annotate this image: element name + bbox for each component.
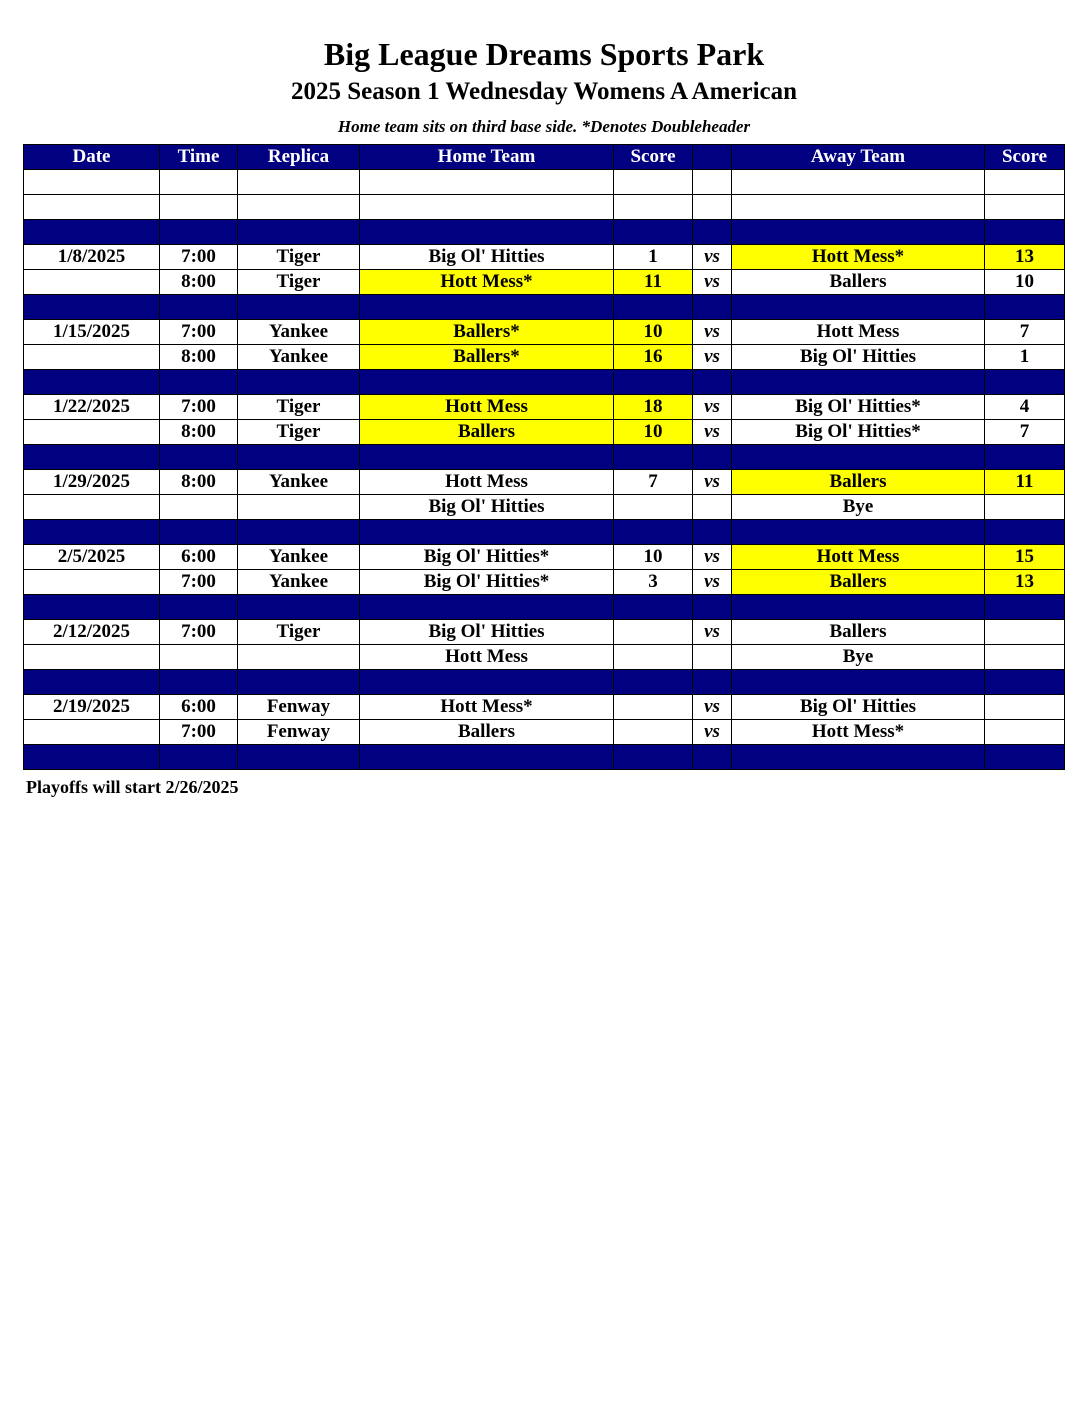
vs-cell [693,195,732,220]
date-cell [24,595,160,620]
away-score-cell [985,595,1065,620]
away-score-cell [985,445,1065,470]
away-score-cell [985,295,1065,320]
home-team-cell: Hott Mess* [360,270,614,295]
home-team-cell: Big Ol' Hitties [360,495,614,520]
vs-cell: vs [693,545,732,570]
replica-cell: Yankee [238,570,360,595]
replica-cell [238,195,360,220]
home-team-cell: Hott Mess [360,395,614,420]
page-title: Big League Dreams Sports Park [323,36,765,72]
away-team-cell: Hott Mess* [732,245,985,270]
home-score-cell [614,745,693,770]
separator-row [24,745,1065,770]
away-team-cell [732,170,985,195]
home-team-cell [360,745,614,770]
away-team-cell: Bye [732,495,985,520]
date-cell [24,170,160,195]
replica-cell: Yankee [238,545,360,570]
home-score-cell [614,195,693,220]
home-team-cell: Big Ol' Hitties [360,245,614,270]
home-score-cell [614,645,693,670]
home-score-cell: 11 [614,270,693,295]
replica-cell [238,595,360,620]
blank-row [24,195,1065,220]
vs-cell [693,645,732,670]
time-cell: 8:00 [160,470,238,495]
home-team-cell: Big Ol' Hitties [360,620,614,645]
home-score-cell: 3 [614,570,693,595]
away-team-cell [732,520,985,545]
away-score-cell: 1 [985,345,1065,370]
home-score-cell: 16 [614,345,693,370]
vs-cell: vs [693,245,732,270]
date-cell [24,345,160,370]
date-cell [24,745,160,770]
col-home-score-header: Score [614,145,693,170]
vs-cell [693,295,732,320]
replica-cell [238,445,360,470]
schedule-body [24,170,1065,770]
vs-cell: vs [693,470,732,495]
vs-cell [693,745,732,770]
replica-cell [238,520,360,545]
header-row [24,145,1065,170]
away-score-cell: 11 [985,470,1065,495]
away-score-cell [985,645,1065,670]
time-cell: 7:00 [160,720,238,745]
time-cell: 7:00 [160,620,238,645]
away-score-cell [985,745,1065,770]
vs-cell: vs [693,345,732,370]
home-team-cell [360,670,614,695]
home-score-cell [614,220,693,245]
replica-cell [238,220,360,245]
away-score-cell: 7 [985,320,1065,345]
playoffs-note: Playoffs will start 2/26/2025 [26,777,239,797]
vs-cell: vs [693,420,732,445]
home-score-cell: 10 [614,320,693,345]
away-score-cell [985,720,1065,745]
away-score-cell: 15 [985,545,1065,570]
time-cell: 8:00 [160,270,238,295]
vs-cell [693,370,732,395]
game-row [24,270,1065,295]
game-row [24,570,1065,595]
time-cell [160,670,238,695]
blank-row [24,170,1065,195]
time-cell: 7:00 [160,570,238,595]
game-row [24,620,1065,645]
replica-cell [238,645,360,670]
date-cell: 1/8/2025 [24,245,160,270]
time-cell [160,445,238,470]
replica-cell: Yankee [238,345,360,370]
home-score-cell [614,495,693,520]
home-team-cell [360,170,614,195]
date-cell [24,270,160,295]
game-row [24,720,1065,745]
home-score-cell [614,520,693,545]
vs-cell [693,220,732,245]
away-team-cell: Big Ol' Hitties* [732,395,985,420]
away-team-cell: Bye [732,645,985,670]
date-cell [24,720,160,745]
away-team-cell [732,220,985,245]
date-cell: 1/29/2025 [24,470,160,495]
vs-cell: vs [693,270,732,295]
home-score-cell: 10 [614,545,693,570]
game-row [24,395,1065,420]
away-team-cell: Hott Mess [732,545,985,570]
vs-cell [693,670,732,695]
separator-row [24,445,1065,470]
away-score-cell [985,170,1065,195]
replica-cell [238,370,360,395]
away-score-cell: 13 [985,245,1065,270]
separator-row [24,595,1065,620]
home-team-cell: Hott Mess [360,470,614,495]
vs-cell [693,170,732,195]
away-team-cell: Big Ol' Hitties* [732,420,985,445]
away-team-cell: Ballers [732,270,985,295]
replica-cell: Fenway [238,695,360,720]
date-cell [24,445,160,470]
away-score-cell [985,495,1065,520]
col-away-score-header: Score [985,145,1065,170]
separator-row [24,370,1065,395]
game-row [24,545,1065,570]
away-score-cell: 4 [985,395,1065,420]
vs-cell: vs [693,620,732,645]
date-cell: 2/5/2025 [24,545,160,570]
home-team-cell: Big Ol' Hitties* [360,545,614,570]
time-cell [160,520,238,545]
home-team-cell: Big Ol' Hitties* [360,570,614,595]
replica-cell [238,495,360,520]
away-score-cell: 10 [985,270,1065,295]
date-cell [24,420,160,445]
away-team-cell [732,595,985,620]
home-score-cell: 7 [614,470,693,495]
home-score-cell: 1 [614,245,693,270]
vs-cell: vs [693,570,732,595]
away-score-cell [985,520,1065,545]
col-time-header: Time [160,145,238,170]
game-row [24,245,1065,270]
col-date-header: Date [24,145,160,170]
away-score-cell [985,620,1065,645]
separator-row [24,670,1065,695]
replica-cell: Tiger [238,245,360,270]
game-row [24,495,1065,520]
away-team-cell [732,745,985,770]
vs-cell: vs [693,720,732,745]
replica-cell: Tiger [238,420,360,445]
away-team-cell [732,195,985,220]
replica-cell: Fenway [238,720,360,745]
home-team-cell: Hott Mess* [360,695,614,720]
away-team-cell: Big Ol' Hitties [732,345,985,370]
schedule-note: Home team sits on third base side. *Denotes Doubleheader [337,117,751,136]
game-row [24,695,1065,720]
col-replica-header: Replica [238,145,360,170]
away-score-cell: 7 [985,420,1065,445]
date-cell [24,220,160,245]
date-cell [24,570,160,595]
schedule-table [23,144,1065,770]
replica-cell [238,745,360,770]
away-score-cell: 13 [985,570,1065,595]
home-score-cell: 18 [614,395,693,420]
away-team-cell: Big Ol' Hitties [732,695,985,720]
home-team-cell: Hott Mess [360,645,614,670]
replica-cell [238,670,360,695]
vs-cell: vs [693,395,732,420]
vs-cell [693,520,732,545]
away-team-cell: Ballers [732,620,985,645]
home-score-cell [614,670,693,695]
date-cell: 1/22/2025 [24,395,160,420]
game-row [24,345,1065,370]
separator-row [24,220,1065,245]
home-team-cell [360,595,614,620]
date-cell: 2/12/2025 [24,620,160,645]
home-score-cell [614,295,693,320]
separator-row [24,520,1065,545]
time-cell: 8:00 [160,420,238,445]
separator-row [24,295,1065,320]
replica-cell: Tiger [238,620,360,645]
home-team-cell [360,445,614,470]
replica-cell [238,295,360,320]
home-score-cell [614,620,693,645]
vs-cell: vs [693,695,732,720]
date-cell [24,195,160,220]
time-cell: 8:00 [160,345,238,370]
home-team-cell [360,195,614,220]
away-team-cell: Ballers [732,570,985,595]
time-cell [160,370,238,395]
replica-cell: Tiger [238,395,360,420]
game-row [24,420,1065,445]
home-team-cell: Ballers [360,720,614,745]
time-cell [160,295,238,320]
home-score-cell [614,595,693,620]
time-cell [160,595,238,620]
away-team-cell: Hott Mess [732,320,985,345]
home-score-cell [614,695,693,720]
home-score-cell [614,720,693,745]
vs-cell [693,595,732,620]
date-cell [24,520,160,545]
home-team-cell: Ballers* [360,345,614,370]
date-cell: 1/15/2025 [24,320,160,345]
away-team-cell [732,370,985,395]
home-score-cell [614,370,693,395]
date-cell [24,495,160,520]
league-subtitle: 2025 Season 1 Wednesday Womens A American [290,78,798,105]
home-score-cell [614,445,693,470]
away-score-cell [985,220,1065,245]
away-team-cell: Ballers [732,470,985,495]
time-cell [160,745,238,770]
col-vs-header [693,145,732,170]
time-cell: 6:00 [160,545,238,570]
date-cell [24,295,160,320]
home-score-cell: 10 [614,420,693,445]
date-cell [24,670,160,695]
date-cell [24,370,160,395]
away-team-cell [732,670,985,695]
away-team-cell: Hott Mess* [732,720,985,745]
vs-cell: vs [693,320,732,345]
time-cell: 6:00 [160,695,238,720]
time-cell [160,220,238,245]
away-score-cell [985,670,1065,695]
date-cell [24,645,160,670]
game-row [24,470,1065,495]
home-team-cell: Ballers [360,420,614,445]
time-cell [160,495,238,520]
time-cell: 7:00 [160,245,238,270]
game-row [24,645,1065,670]
home-team-cell [360,295,614,320]
date-cell: 2/19/2025 [24,695,160,720]
col-home-team-header: Home Team [360,145,614,170]
away-score-cell [985,370,1065,395]
away-score-cell [985,195,1065,220]
vs-cell [693,445,732,470]
replica-cell: Yankee [238,470,360,495]
home-team-cell [360,370,614,395]
home-score-cell [614,170,693,195]
vs-cell [693,495,732,520]
away-team-cell [732,445,985,470]
col-away-team-header: Away Team [732,145,985,170]
game-row [24,320,1065,345]
time-cell [160,195,238,220]
replica-cell: Tiger [238,270,360,295]
time-cell [160,645,238,670]
away-score-cell [985,695,1065,720]
home-team-cell [360,520,614,545]
replica-cell [238,170,360,195]
time-cell: 7:00 [160,320,238,345]
replica-cell: Yankee [238,320,360,345]
home-team-cell: Ballers* [360,320,614,345]
time-cell: 7:00 [160,395,238,420]
away-team-cell [732,295,985,320]
home-team-cell [360,220,614,245]
time-cell [160,170,238,195]
